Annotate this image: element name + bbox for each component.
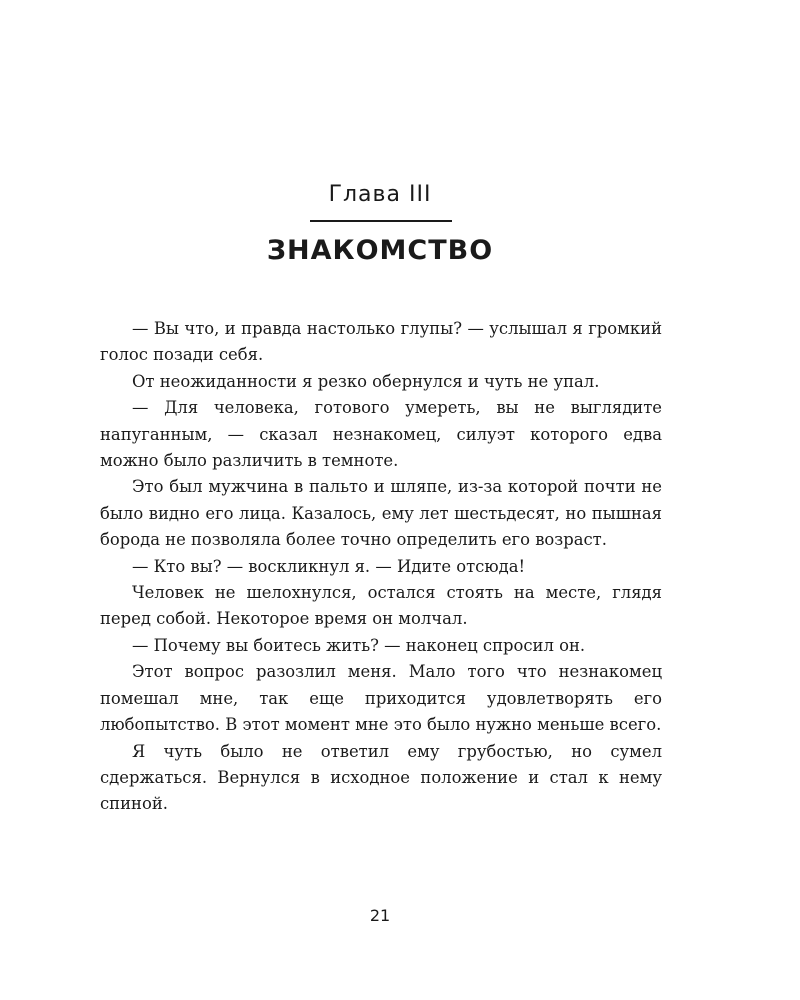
chapter-body bbox=[100, 316, 662, 818]
chapter-title: ЗНАКОМСТВО bbox=[266, 235, 494, 266]
paragraph: От неожиданности я резко обернулся и чуть не упал. bbox=[132, 371, 600, 391]
paragraph: — Кто вы? — воскликнул я. — Идите отсюда! bbox=[132, 556, 526, 576]
paragraph: Я чуть было не ответил ему грубостью, но сумел сдержаться. Вернулся в исходное положение и стал к нему спиной. bbox=[100, 741, 662, 814]
paragraph: — Почему вы боитесь жить? — наконец спросил он. bbox=[132, 635, 586, 655]
paragraph: Человек не шелохнулся, остался стоять на месте, глядя перед собой. Некоторое время он молчал. bbox=[100, 583, 662, 629]
paragraph: Этот вопрос разозлил меня. Мало того что незнакомец помешал мне, так еще приходится удовлетворять его любопытство. В этот момент мне это было нужно меньше всего. bbox=[100, 662, 662, 735]
paragraph: Это был мужчина в пальто и шляпе, из-за которой почти не было видно его лица. Казалось, ему лет шестьдесят, но пышная борода не позволяла более точно определить его возраст. bbox=[100, 477, 662, 550]
paragraph: — Для человека, готового умереть, вы не выглядите напуганным, — сказал незнакомец, силуэт которого едва можно было различить в темноте. bbox=[100, 398, 662, 471]
page-number: 21 bbox=[369, 906, 391, 925]
paragraph: — Вы что, и правда настолько глупы? — услышал я громкий голос позади себя. bbox=[100, 319, 662, 365]
chapter-divider bbox=[310, 220, 452, 222]
chapter-label: Глава III bbox=[328, 182, 432, 207]
